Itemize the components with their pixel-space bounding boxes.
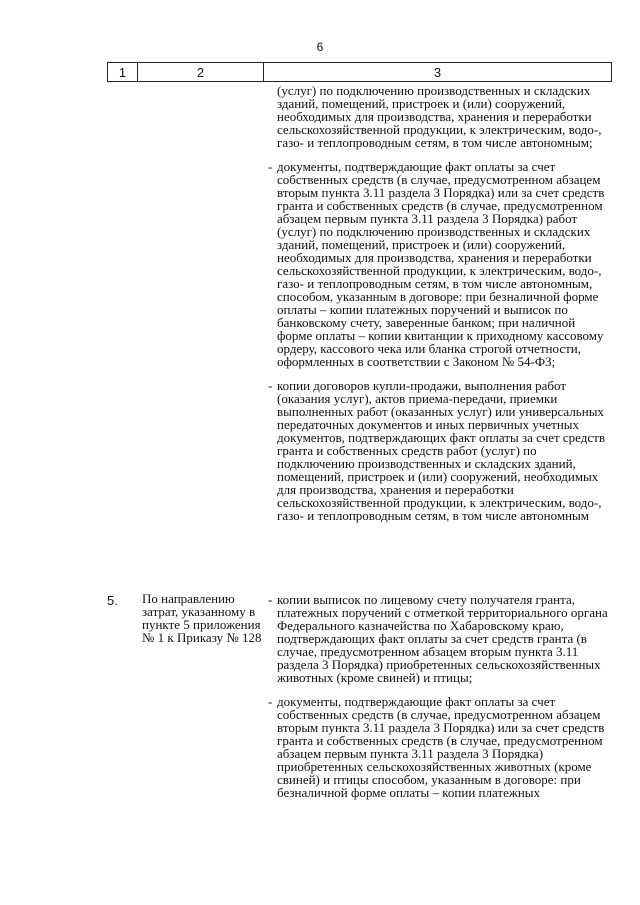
list-item <box>266 695 612 799</box>
item-text: (услуг) по подключению производственных и складских зданий, помещений, пристроек и (или) сооружений, необходимых для производства, хранения и переработки сельскохозяйственной продукции, к электрическим, водо-, газо- и теплопроводным сетям, в том числе автономным; <box>277 83 602 150</box>
list-item <box>266 84 612 149</box>
item-text: копии выписок по лицевому счету получателя гранта, платежных поручений с отметкой территориального органа Федерального казначейства по Хабаровскому краю, подтверждающих факт оплаты за счет средств гранта (в случае, предусмотренном абзацем вторым пункта 3.11 раздела 3 Порядка) приобретенных сельскохозяйственных животных (кроме свиней) и птицы; <box>277 592 608 685</box>
header-col-3: 3 <box>433 64 442 80</box>
row-5-items-column <box>266 593 612 810</box>
top-items-column <box>266 84 612 533</box>
item-text: документы, подтверждающие факт оплаты за счет собственных средств (в случае, предусмотренном абзацем вторым пункта 3.11 раздела 3 Порядка) или за счет средств гранта и собственных средств (в случае, предусмотренном абзацем первым пункта 3.11 раздела 3 Порядка) приобретенных сельскохозяйственных животных (кроме свиней) и птицы способом, указанным в договоре: при безналичной форме оплаты – копии платежных <box>277 694 605 800</box>
item-text: документы, подтверждающие факт оплаты за счет собственных средств (в случае, предусмотренном абзацем вторым пункта 3.11 раздела 3 Порядка) или за счет средств гранта и собственных средств (в случае, предусмотренном абзацем первым пункта 3.11 раздела 3 Порядка) работ (услуг) по подключению производственных и складских зданий, помещений, пристроек и (или) сооружений, необходимых для производства, хранения и переработки сельскохозяйственной продукции, к электрическим, водо-, газо- и теплопроводным сетям, в том числе автономным, способом, указанным в договоре: при безналичной форме оплаты – копии платежных поручений и выписок по банковскому счету, заверенные банком; при наличной форме оплаты – копии квитанции к приходному кассовому ордеру, кассового чека или бланка строгой отчетности, оформленных в соответствии с Законом № 54-ФЗ; <box>277 159 605 369</box>
row-5-number: 5. <box>107 593 118 608</box>
table-header-row <box>107 62 612 82</box>
list-item <box>266 160 612 368</box>
item-text: копии договоров купли-продажи, выполнения работ (оказания услуг), актов приема-передачи, приемки выполненных работ (оказанных услуг) или универсальных передаточных документов и иных первичных учетных документов, подтверждающих факт оплаты за счет средств гранта и собственных средств работ (услуг) по подключению производственных и складских зданий, помещений, пристроек и (или) сооружений, необходимых для производства, хранения и переработки сельскохозяйственной продукции, к электрическим, водо-, газо- и теплопроводным сетям, в том числе автономным <box>277 378 605 523</box>
header-col-2: 2 <box>138 63 264 81</box>
list-item <box>266 593 612 684</box>
item-dash: - <box>268 694 273 709</box>
header-col-1: 1 <box>108 63 138 81</box>
row-5-description: По направлению затрат, указанному в пункте 5 приложения № 1 к Приказу № 128 <box>142 591 262 645</box>
list-item <box>266 379 612 522</box>
item-dash: - <box>268 159 273 174</box>
item-dash: - <box>268 592 273 607</box>
page-number: 6 <box>316 40 324 54</box>
item-dash: - <box>268 378 273 393</box>
